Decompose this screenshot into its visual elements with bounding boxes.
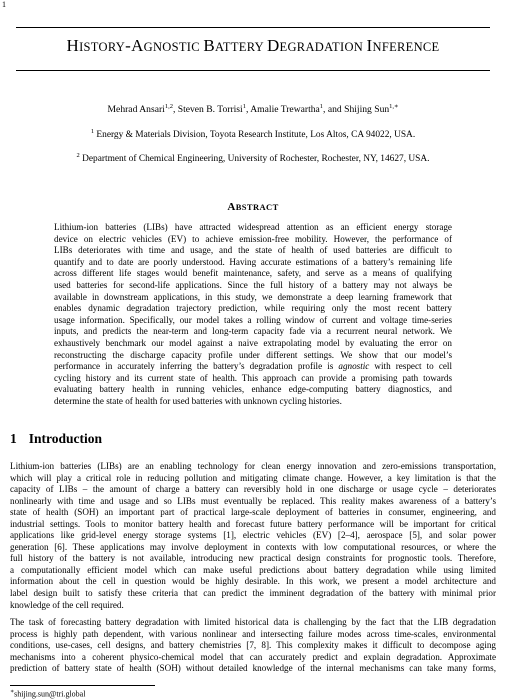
title-rule-bottom xyxy=(16,70,490,71)
abstract-line: inputs, and predicts the near-term and long-term capacity fade via a recurrent neural network. We xyxy=(54,326,452,337)
paragraph-line: The task of forecasting battery degradation with limited historical data is challenging by the fact that the LIB degradation xyxy=(10,617,496,627)
abstract-line: performance in accurately inferring the battery’s degradation profile is agnostic with respect to cell xyxy=(54,361,452,372)
abstract-line: Lithium-ion batteries (LIBs) have attracted widespread attention as an efficient energy storage xyxy=(54,222,452,232)
paragraph-line: full history of the battery is not available, introducing new practical design constraints for prognostic tools. Therefore, xyxy=(10,553,496,564)
author-name: Amalie Trewartha xyxy=(250,104,320,116)
author-affiliation-mark: 1,∗ xyxy=(389,103,399,110)
paragraph-line: applications like grid-level energy storage systems [1], electric vehicles (EV) [2–4], aerospace [5], and solar power xyxy=(10,530,496,541)
paragraph-line: prediction of battery state of health (SOH) without detailed knowledge of the internal mechanisms can take many forms, xyxy=(10,663,496,674)
paragraph-line: state of health (SOH) an important part of practical large-scale deployment of batteries in consumer, engineering, and xyxy=(10,507,496,518)
abstract-line: LIBs deteriorates with time and usage, and the state of health of used batteries are difficult to xyxy=(54,245,452,256)
section-number: 1 xyxy=(10,431,17,446)
paragraph-line: industrial settings. Tools to monitor battery health and forecast future battery performance will be important for critical xyxy=(10,518,496,529)
page-number: 1 xyxy=(2,0,6,9)
footnote-rule xyxy=(10,685,155,686)
abstract-line: across different life stages would benefit maintenance, safety, and serve as a means of qualifying xyxy=(54,268,452,279)
abstract-line: cycling history and its current state of health. This approach can provide a promising path towards xyxy=(54,372,452,383)
emphasis-agnostic: agnostic xyxy=(338,361,370,372)
affiliation-2: $^2$ Department of Chemical Engineering, University of Rochester, Rochester, NY, 14627, USA. xyxy=(76,152,430,165)
paragraph-line: Lithium-ion batteries (LIBs) are an enabling technology for clean energy innovation and zero-emissions transportation, xyxy=(10,461,496,471)
footnote-email: ∗shijing.sun@tri.global xyxy=(10,689,86,699)
abstract-line: determine the state of health for used batteries with unknown cycling histories. xyxy=(54,395,342,406)
title-rule-top xyxy=(16,27,490,28)
abstract-heading: ABSTRACT xyxy=(227,201,279,213)
paragraph-line: information about the cell in question would be highly desirable. In this work, we present a model architecture and xyxy=(10,576,496,587)
paragraph-line: mechanisms into a coherent physico-chemical model that can accurately predict and explain degradation. Approximate xyxy=(10,651,496,662)
abstract-line: usage information. Specifically, our model takes a rolling window of current and voltage time-series xyxy=(54,314,452,325)
paragraph-line: a computationally efficient model which can make useful predictions about battery degradation while using limited xyxy=(10,564,496,575)
paragraph-line: generation [6]. These applications may involve deployment in contexts with low computational resources, or where the xyxy=(10,541,496,552)
section-heading-introduction xyxy=(10,431,102,447)
author-affiliation-mark: 1 xyxy=(242,103,246,110)
author-name: Mehrad Ansari xyxy=(107,104,165,116)
author-name: Shijing Sun xyxy=(344,104,390,116)
affiliation-1: $^1$ Energy & Materials Division, Toyota Research Institute, Los Altos, CA 94022, USA. xyxy=(90,128,416,141)
abstract-line: exhaustively benchmark our model against a naive extrapolating model by evaluating the error on xyxy=(54,337,452,348)
paragraph-line: label design built to satisfy these criteria that can predict the imminent degradation of the battery with minimal prior xyxy=(10,588,496,599)
paragraph-line: knowledge of the cell required. xyxy=(10,599,124,610)
author-affiliation-mark: 1 xyxy=(319,103,324,110)
paragraph-line: which will play a critical role in reducing pollution and mitigating climate change. However, a key limitation is that the xyxy=(10,472,496,483)
abstract-line: available in downstream applications, in this study, we demonstrate a deep learning framework that xyxy=(54,291,452,302)
intro-paragraph-1 xyxy=(10,461,496,611)
intro-paragraph-2 xyxy=(10,617,496,675)
author-list: Mehrad Ansari$^{1,2}$, Steven B. Torrisi$^1$, Amalie Trewartha$^1$, and Shijing Sun$^{1,∗}$ xyxy=(107,103,399,116)
section-title: Introduction xyxy=(28,431,103,446)
paper-title: HISTORY-AGNOSTIC BATTERY DEGRADATION INFERENCE xyxy=(66,36,440,55)
author-name: Steven B. Torrisi xyxy=(177,104,243,116)
abstract-line: evaluating battery health in running vehicles, enhance edge-computing battery diagnostics, and xyxy=(54,384,452,395)
abstract-line: reconstructing the discharge capacity profile under different settings. We show that our model’s xyxy=(54,349,452,360)
footnote-mark: ∗ xyxy=(10,689,15,695)
author-affiliation-mark: 1,2 xyxy=(164,103,173,110)
abstract-line: used batteries for second-life applications. Since the full history of a battery may not always be xyxy=(54,279,452,290)
paragraph-line: capacity of LIBs – the amount of charge a battery can reversibly hold in one discharge or usage cycle – deteriorates xyxy=(10,484,496,495)
abstract-body xyxy=(54,222,452,408)
paragraph-line: process is highly path dependent, with various nonlinear and intersecting failure modes across time-scales, environmental xyxy=(10,628,496,639)
abstract-line: device on electric vehicles (EV) to achieve emission-free mobility. However, the performance of xyxy=(54,233,452,244)
paragraph-line: conditions, use-cases, cell designs, and battery chemistries [7, 8]. This complexity makes it difficult to decompose aging xyxy=(10,640,496,651)
abstract-line: enables dynamic degradation trajectory prediction, while requiring only the most recent battery xyxy=(54,303,452,314)
abstract-line: quantify and to date are poorly understood. Having accurate estimations of a battery’s remaining life xyxy=(54,256,452,267)
paragraph-line: nonlinearly with time and usage and so LIBs must eventually be replaced. This reality makes awareness of a battery’s xyxy=(10,495,496,506)
